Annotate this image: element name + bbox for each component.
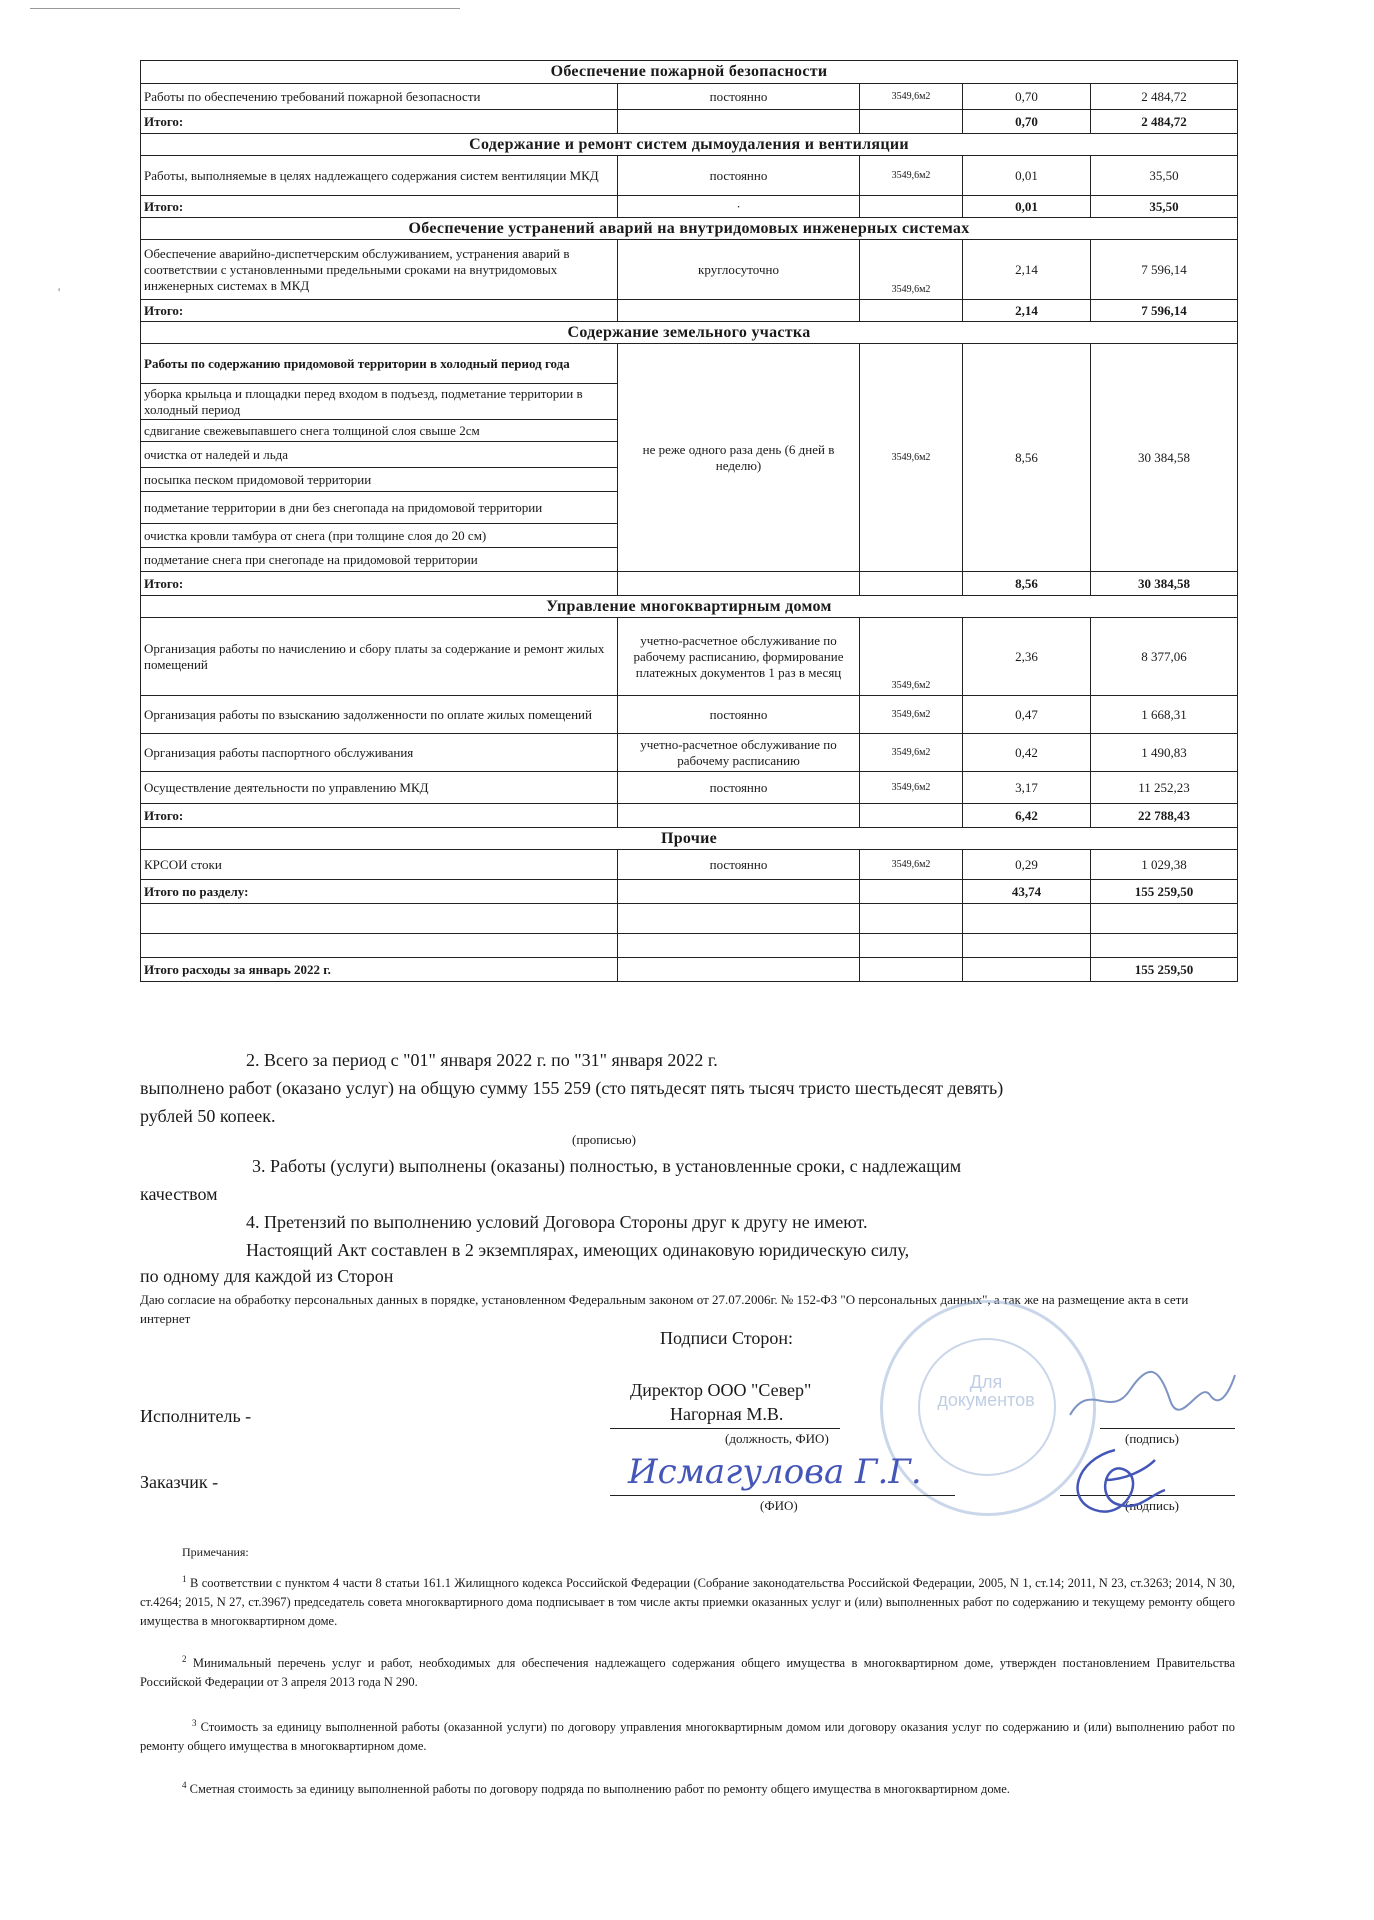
- work-sum: 2 484,72: [1091, 84, 1238, 110]
- services-table: Обеспечение пожарной безопасности Работы по обеспечению требований пожарной безопасности постоянно 3549,6м2 0,70 2 484,72 Итого: 0,70 2 484,72 Содержание и ремонт систем дымоудаления и вентиляции Работы, выполняемые в целях надлежащего содержания систем вентиляции МКД постоянно 3549,6м2 0,01 35,50 Итого: · 0,01 35,50 Обеспечение устранений аварий на внутридомовых инженерных системах Обеспечение аварийно-диспетчерским обслуживанием, устранения аварий в соответствии с установленными предельными сроками на внутридомовых инженерных системах в МКД круглосуточно 3549,6м2 2,14 7 596,14 Итого: 2,14 7 596,14 Содержание земельного участка Работы по содержанию придомовой территории в холодный период года не реже одного раза день (6 дней в неделю) 3549,6м2 8,56 30 384,58 уборка крыльца и площадки перед входом в подъезд, подметание территории в холодный период сдвигание свежевыпавшего снега толщиной слоя свыше 2см очистка от наледей и льда посыпка песком придомовой территории подметание территории в дни без снегопада на придомовой территории очистка кровли тамбура от снега (при толщине слоя до 20 см) подметание снега при снегопаде на придомовой территории Итого: 8,56 30 384,58 Управление многоквартирным домом Организация работы по начислению и сбору платы за содержание и ремонт жилых помещений учетно-расчетное обслуживание по рабочему расписанию, формирование платежных документов 1 раз в месяц 3549,6м2 2,36 8 377,06 Организация работы по взысканию задолженности по оплате жилых помещений постоянно 3549,6м2 0,47 1 668,31 Организация работы паспортного обслуживания учетно-расчетное обслуживание по рабочему расписанию 3549,6м2 0,42 1 490,83 Осуществление деятельности по управлению МКД постоянно 3549,6м2 3,17 11 252,23 Итого: 6,42 22 788,43 Прочие КРСОИ стоки постоянно 3549,6м2 0,29 1 029,38 Итого по разделу: 43,74 155 259,50 Итого расходы за январь 2022 г. 155 259,50: [140, 60, 1238, 982]
- group-item: очистка от наледей и льда: [141, 442, 618, 468]
- work-rate: 0,01: [963, 156, 1091, 196]
- work-name: Обеспечение аварийно-диспетчерским обслуживанием, устранения аварий в соответствии с установленными предельными сроками на внутридомовых инженерных системах в МКД: [141, 240, 618, 300]
- footnote-4: $^4$ Сметная стоимость за единицу выполненной работы по договору подряда по выполнению работ по ремонту общего имущества в многоквартирном доме.: [182, 1780, 1010, 1797]
- footnote-1: $^1$ В соответствии с пунктом 4 части 8 статьи 161.1 Жилищного кодекса Российской Федерации (Собрание законодательства Российской Федерации, 2005, N 1, ст.14; 2011, N 23, ст.3263; 2014, N 30, ст.4264; 2015, N 27, ст.3967) председатель совета многоквартирного дома подписывает в том числе акты приемки оказанных услуг и (или) выполненных работ по содержанию и текущему ремонту общего имущества в многоквартирном доме.: [140, 1574, 1236, 1629]
- section-title: Содержание и ремонт систем дымоудаления и вентиляции: [141, 134, 1238, 156]
- customer-handwritten-name: Исмагулова Г.Г.: [628, 1452, 922, 1492]
- section-total-rate: 43,74: [963, 880, 1091, 904]
- total-label: Итого:: [141, 196, 618, 218]
- work-rate: 0,29: [963, 850, 1091, 880]
- work-rate: 2,14: [963, 240, 1091, 300]
- work-name: Организация работы по начислению и сбору платы за содержание и ремонт жилых помещений: [141, 618, 618, 696]
- executor-signature: [1060, 1360, 1240, 1430]
- group-item: подметание снега при снегопаде на придомовой территории: [141, 548, 618, 572]
- work-period: не реже одного раза день (6 дней в неделю): [618, 344, 860, 572]
- grand-total-sum: 155 259,50: [1091, 958, 1238, 982]
- work-name: Работы, выполняемые в целях надлежащего содержания систем вентиляции МКД: [141, 156, 618, 196]
- grand-total-label: Итого расходы за январь 2022 г.: [141, 958, 618, 982]
- work-rate: 8,56: [963, 344, 1091, 572]
- caption-fio: (ФИО): [760, 1498, 798, 1513]
- paragraph-3-line-1: 3. Работы (услуги) выполнены (оказаны) полностью, в установленные сроки, с надлежащим: [252, 1156, 962, 1176]
- group-heading: Работы по содержанию придомовой территории в холодный период года: [141, 344, 618, 384]
- paragraph-2-line-2: выполнено работ (оказано услуг) на общую сумму 155 259 (сто пятьдесят пять тысяч тристо шестьдесят девять): [140, 1078, 1004, 1098]
- customer-signature: [1055, 1440, 1175, 1540]
- work-sum: 30 384,58: [1091, 344, 1238, 572]
- group-item: посыпка песком придомовой территории: [141, 468, 618, 492]
- work-rate: 2,36: [963, 618, 1091, 696]
- paragraph-3-line-2: качеством: [140, 1184, 218, 1204]
- group-item: сдвигание свежевыпавшего снега толщиной слоя свыше 2см: [141, 420, 618, 442]
- total-rate: 0,01: [963, 196, 1091, 218]
- work-area: 3549,6м2: [860, 772, 963, 804]
- work-area: 3549,6м2: [860, 734, 963, 772]
- work-name: Организация работы паспортного обслуживания: [141, 734, 618, 772]
- work-rate: 0,70: [963, 84, 1091, 110]
- paragraph-2-line-3: рублей 50 копеек.: [140, 1106, 276, 1126]
- work-sum: 1 029,38: [1091, 850, 1238, 880]
- caption-position-name: (должность, ФИО): [725, 1431, 829, 1446]
- customer-label: Заказчик -: [140, 1472, 219, 1492]
- work-sum: 8 377,06: [1091, 618, 1238, 696]
- section-title: Прочие: [141, 828, 1238, 850]
- work-period: постоянно: [618, 696, 860, 734]
- footnote-2: $^2$ Минимальный перечень услуг и работ, необходимых для обеспечения надлежащего содержания общего имущества в многоквартирном доме, утвержден постановлением Правительства Российской Федерации от 3 апреля 2013 года N 290.: [140, 1654, 1236, 1690]
- total-sum: 7 596,14: [1091, 300, 1238, 322]
- work-area: 3549,6м2: [860, 344, 963, 572]
- section-title: Обеспечение устранений аварий на внутридомовых инженерных системах: [141, 218, 1238, 240]
- work-area: 3549,6м2: [860, 696, 963, 734]
- paragraph-4: 4. Претензий по выполнению условий Договора Стороны друг к другу не имеют.: [246, 1212, 868, 1232]
- work-sum: 7 596,14: [1091, 240, 1238, 300]
- paragraph-5-line-1: Настоящий Акт составлен в 2 экземплярах, имеющих одинаковую юридическую силу,: [246, 1240, 910, 1260]
- total-sum: 35,50: [1091, 196, 1238, 218]
- customer-name-line: [610, 1495, 955, 1496]
- executor-name-line: [610, 1428, 840, 1429]
- work-period: постоянно: [618, 84, 860, 110]
- work-sum: 11 252,23: [1091, 772, 1238, 804]
- work-rate: 0,47: [963, 696, 1091, 734]
- group-item: очистка кровли тамбура от снега (при толщине слоя до 20 см): [141, 524, 618, 548]
- total-label: Итого:: [141, 300, 618, 322]
- total-rate: 2,14: [963, 300, 1091, 322]
- caption-propisyu: (прописью): [572, 1132, 636, 1147]
- work-period: постоянно: [618, 156, 860, 196]
- footnote-3: $^3$ Стоимость за единицу выполненной работы (оказанной услуги) по договору управления многоквартирным домом или договору оказания услуг по содержанию и (или) выполнению работ по ремонту общего имущества в многоквартирном доме.: [140, 1718, 1235, 1754]
- work-name: Работы по обеспечению требований пожарной безопасности: [141, 84, 618, 110]
- work-area: 3549,6м2: [860, 618, 963, 696]
- total-label: Итого:: [141, 572, 618, 596]
- total-rate: 6,42: [963, 804, 1091, 828]
- executor-position: Директор ООО "Север": [630, 1380, 812, 1400]
- section-total-label: Итого по разделу:: [141, 880, 618, 904]
- work-period: учетно-расчетное обслуживание по рабочему расписанию: [618, 734, 860, 772]
- paragraph-2-line-1: 2. Всего за период с "01" января 2022 г. по "31" января 2022 г.: [246, 1050, 718, 1070]
- work-area: 3549,6м2: [860, 84, 963, 110]
- work-sum: 1 668,31: [1091, 696, 1238, 734]
- work-name: КРСОИ стоки: [141, 850, 618, 880]
- work-period: постоянно: [618, 850, 860, 880]
- work-period: круглосуточно: [618, 240, 860, 300]
- total-sum: 30 384,58: [1091, 572, 1238, 596]
- work-rate: 3,17: [963, 772, 1091, 804]
- margin-mark: ': [58, 285, 61, 299]
- caption-signature: (подпись): [1125, 1431, 1179, 1446]
- work-name: Осуществление деятельности по управлению МКД: [141, 772, 618, 804]
- group-item: подметание территории в дни без снегопада на придомовой территории: [141, 492, 618, 524]
- personal-data-consent: Даю согласие на обработку персональных данных в порядке, установленном Федеральным законом от 27.07.2006г. № 152-ФЗ "О персональных данных", а так же на размещение акта в сети интернет: [140, 1292, 1189, 1326]
- work-period: постоянно: [618, 772, 860, 804]
- work-area: 3549,6м2: [860, 156, 963, 196]
- total-rate: 0,70: [963, 110, 1091, 134]
- executor-label: Исполнитель -: [140, 1406, 252, 1426]
- total-sum: 22 788,43: [1091, 804, 1238, 828]
- work-sum: 35,50: [1091, 156, 1238, 196]
- total-sum: 2 484,72: [1091, 110, 1238, 134]
- notes-title: Примечания:: [182, 1545, 249, 1559]
- work-period: учетно-расчетное обслуживание по рабочему расписанию, формирование платежных документов 1 раз в месяц: [618, 618, 860, 696]
- caption-signature: (подпись): [1125, 1498, 1179, 1513]
- work-sum: 1 490,83: [1091, 734, 1238, 772]
- group-item: уборка крыльца и площадки перед входом в подъезд, подметание территории в холодный период: [141, 384, 618, 420]
- stamp-text: Для документов: [937, 1372, 1035, 1410]
- paragraph-5-line-2: по одному для каждой из Сторон: [140, 1266, 394, 1286]
- section-total-sum: 155 259,50: [1091, 880, 1238, 904]
- top-rule: [30, 8, 460, 9]
- total-label: Итого:: [141, 110, 618, 134]
- executor-name: Нагорная М.В.: [670, 1404, 784, 1424]
- section-title: Управление многоквартирным домом: [141, 596, 1238, 618]
- total-label: Итого:: [141, 804, 618, 828]
- work-area: 3549,6м2: [860, 240, 963, 300]
- work-name: Организация работы по взысканию задолженности по оплате жилых помещений: [141, 696, 618, 734]
- work-area: 3549,6м2: [860, 850, 963, 880]
- total-rate: 8,56: [963, 572, 1091, 596]
- signatures-title: Подписи Сторон:: [660, 1328, 794, 1348]
- work-rate: 0,42: [963, 734, 1091, 772]
- section-title: Обеспечение пожарной безопасности: [141, 61, 1238, 84]
- section-title: Содержание земельного участка: [141, 322, 1238, 344]
